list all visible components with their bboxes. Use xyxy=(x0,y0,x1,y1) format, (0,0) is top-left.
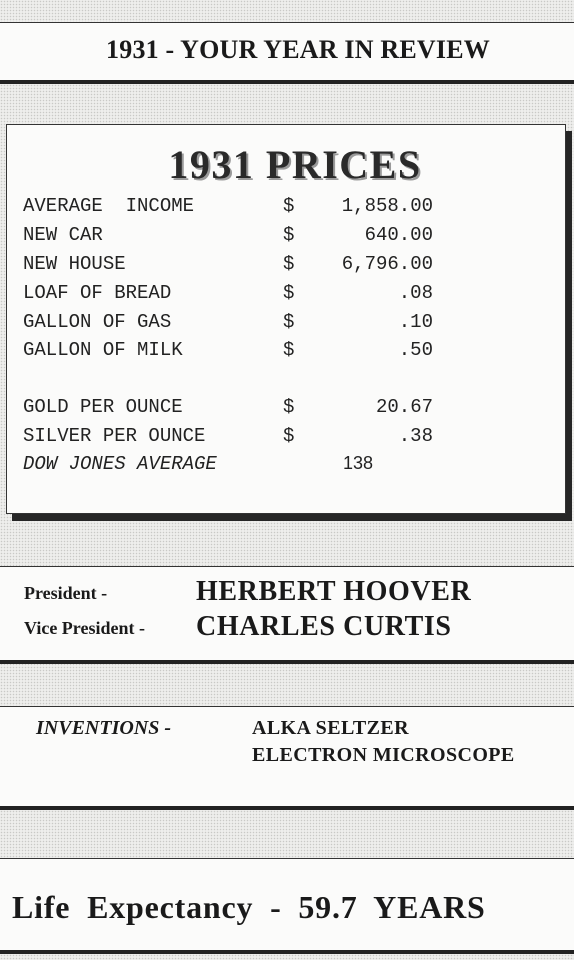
price-currency: $ xyxy=(283,311,295,333)
price-label: GOLD PER OUNCE xyxy=(23,396,183,418)
vice-president-label: Vice President - xyxy=(24,618,145,638)
price-row xyxy=(23,253,543,281)
title-band xyxy=(0,22,574,84)
vice-president-line xyxy=(24,611,452,642)
life-expectancy-text: Life Expectancy - 59.7 YEARS xyxy=(12,889,486,925)
dow-jones-row xyxy=(23,453,543,481)
price-label: GALLON OF GAS xyxy=(23,311,172,333)
price-row xyxy=(23,425,543,453)
prices-title: 1931 PRICES xyxy=(168,142,422,187)
price-currency: $ xyxy=(283,195,295,217)
invention-item: ALKA SELTZER xyxy=(252,717,409,739)
price-value: 1,858.00 xyxy=(341,195,433,217)
price-label: GALLON OF MILK xyxy=(23,339,183,361)
price-currency: $ xyxy=(283,339,295,361)
price-label: NEW CAR xyxy=(23,224,103,246)
price-row xyxy=(23,224,543,252)
price-value: .38 xyxy=(398,425,433,447)
president-name: HERBERT HOOVER xyxy=(196,576,472,607)
life-expectancy-band xyxy=(0,858,574,954)
price-label: AVERAGE INCOME xyxy=(23,195,195,217)
inventions-label: INVENTIONS - xyxy=(36,717,172,739)
price-row xyxy=(23,396,543,424)
officials-band xyxy=(0,566,574,664)
price-label: SILVER PER OUNCE xyxy=(23,425,206,447)
prices-panel xyxy=(6,124,566,514)
price-value: 6,796.00 xyxy=(341,253,433,275)
price-currency: $ xyxy=(283,224,295,246)
vice-president-name: CHARLES CURTIS xyxy=(196,611,452,642)
price-currency: $ xyxy=(283,425,295,447)
price-currency: $ xyxy=(283,282,295,304)
dow-jones-value: 138 xyxy=(342,453,373,473)
invention-item: ELECTRON MICROSCOPE xyxy=(252,744,515,766)
president-label: President - xyxy=(24,583,108,603)
price-row xyxy=(23,195,543,223)
price-value: 20.67 xyxy=(375,396,433,418)
price-row xyxy=(23,311,543,339)
president-line xyxy=(24,576,472,607)
price-value: .50 xyxy=(398,339,433,361)
price-currency: $ xyxy=(283,396,295,418)
price-value: .10 xyxy=(398,311,433,333)
price-value: 640.00 xyxy=(364,224,433,246)
price-value: .08 xyxy=(398,282,433,304)
page-title: 1931 - YOUR YEAR IN REVIEW xyxy=(106,35,490,64)
price-row xyxy=(23,339,543,367)
price-label: LOAF OF BREAD xyxy=(23,282,172,304)
price-currency: $ xyxy=(283,253,295,275)
dow-jones-label: DOW JONES AVERAGE xyxy=(23,453,217,475)
inventions-band xyxy=(0,706,574,810)
price-label: NEW HOUSE xyxy=(23,253,126,275)
price-row xyxy=(23,282,543,310)
